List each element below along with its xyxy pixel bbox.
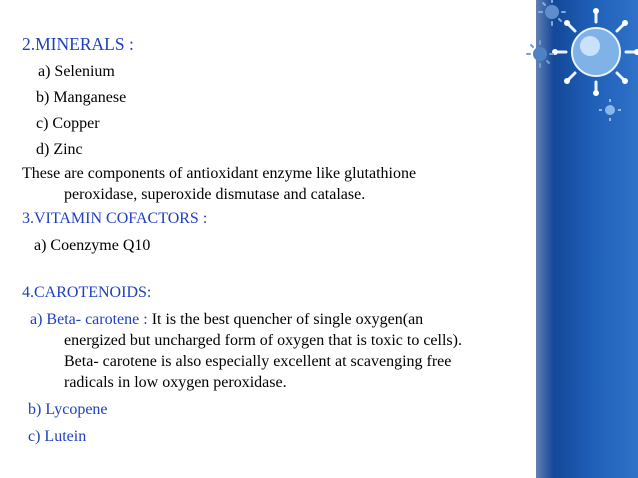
mineral-item: b) Manganese [36, 89, 127, 106]
vitamin-cofactor-item: a) Coenzyme Q10 [34, 237, 151, 254]
mineral-item: a) Selenium [38, 63, 115, 80]
mineral-item: d) Zinc [36, 141, 83, 158]
beta-carotene-label: a) Beta- carotene : [30, 311, 148, 328]
mineral-item: c) Copper [36, 115, 100, 132]
beta-carotene-text: Beta- carotene is also especially excellent at scavenging free [64, 353, 452, 370]
virus-large-icon [552, 8, 638, 96]
lycopene-item: b) Lycopene [28, 401, 108, 418]
virus-small-icon [539, 0, 565, 25]
virus-small-icon [599, 99, 621, 121]
beta-carotene-text: radicals in low oxygen peroxidase. [64, 374, 287, 391]
beta-carotene-text: It is the best quencher of single oxygen(an [147, 311, 424, 328]
minerals-heading: 2.MINERALS : [22, 34, 134, 54]
lutein-item: c) Lutein [28, 428, 87, 445]
beta-carotene-text: energized but uncharged form of oxygen that is toxic to cells). [64, 332, 462, 349]
carotenoids-heading: 4.CAROTENOIDS: [22, 284, 152, 301]
beta-carotene-line [30, 310, 423, 330]
minerals-note: These are components of antioxidant enzyme like glutathione [22, 165, 417, 182]
minerals-note: peroxidase, superoxide dismutase and catalase. [64, 186, 366, 203]
vitamin-cofactors-heading: 3.VITAMIN COFACTORS : [22, 210, 208, 227]
